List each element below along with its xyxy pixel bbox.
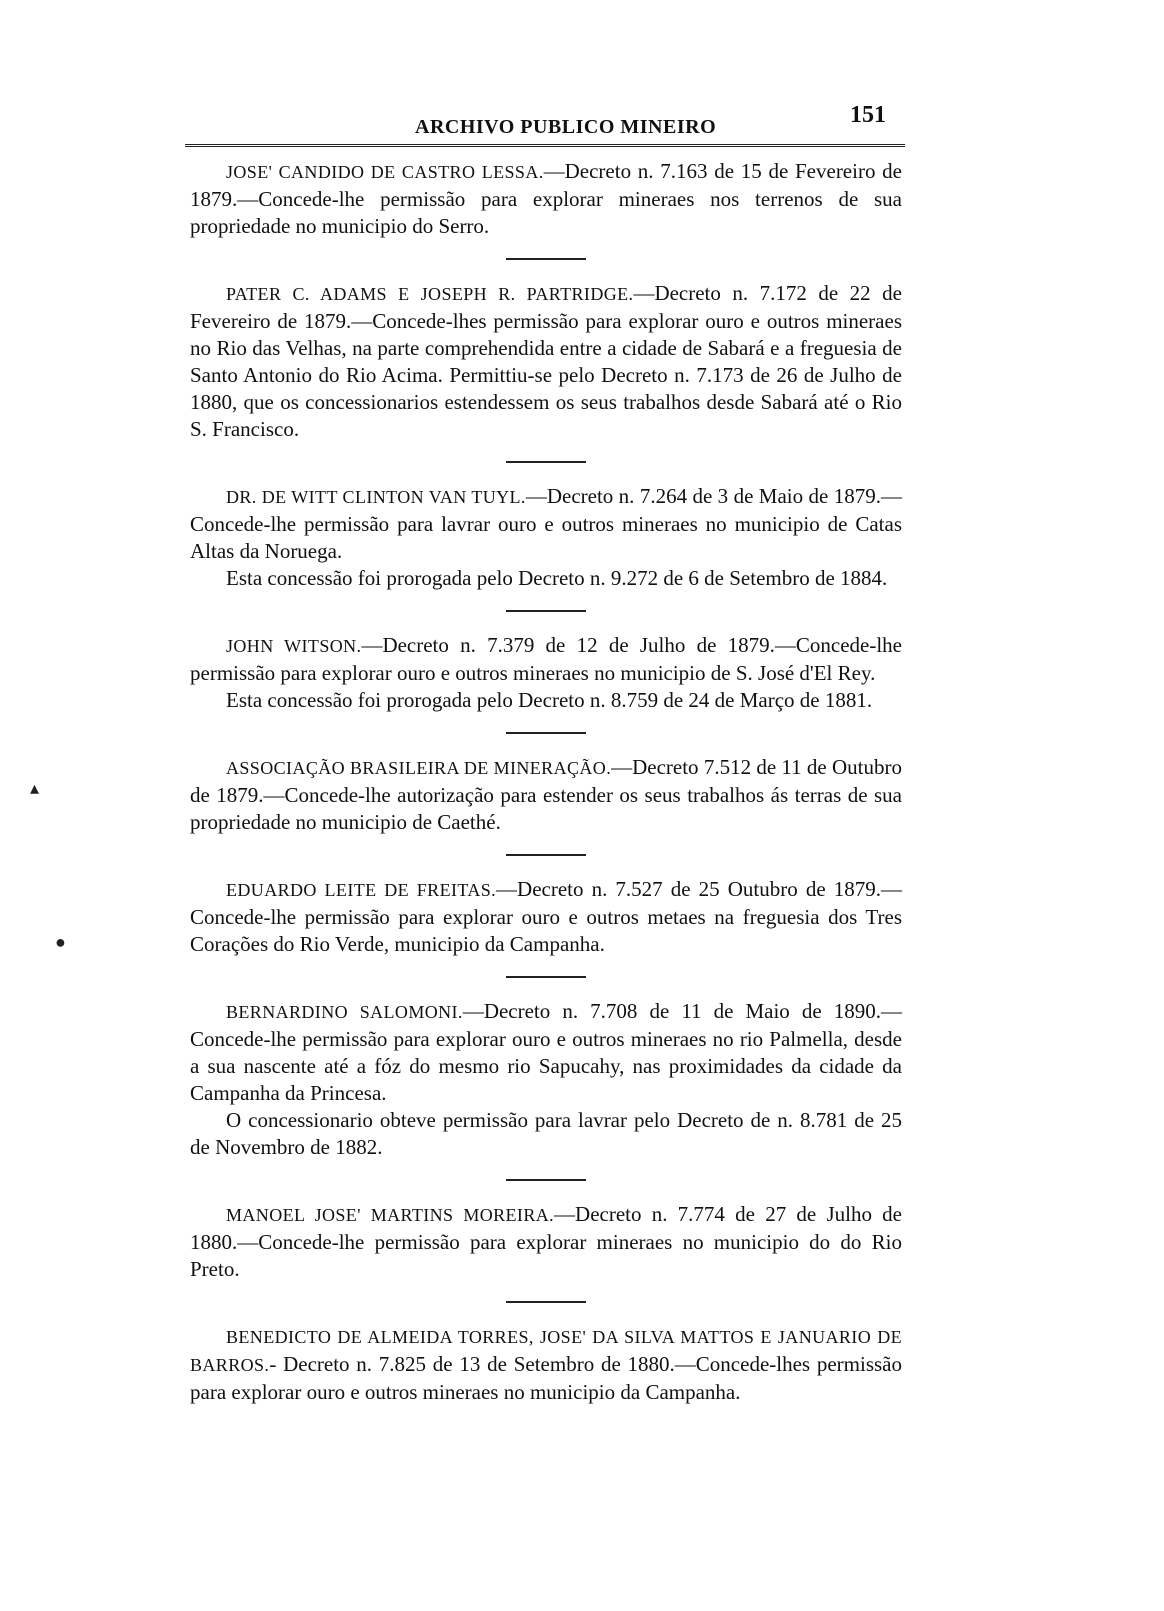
grantee-name: ASSOCIAÇÃO BRASILEIRA DE MINERAÇÃO. xyxy=(226,758,612,778)
decree-entry xyxy=(190,1323,902,1406)
decree-text: —Decreto n. 7.708 de 11 de Maio de 1890.—Concede-lhe permissão para explorar ouro e outros mineraes no rio Palmella, desde a sua nascente até a fóz do mesmo rio Sapucahy, nas proximidades da cidade da Campanha da Princesa. xyxy=(190,999,902,1105)
decree-continuation: Esta concessão foi prorogada pelo Decreto n. 9.272 de 6 de Setembro de 1884. xyxy=(226,566,888,590)
entry-separator xyxy=(506,732,586,734)
decree-entry xyxy=(190,1201,902,1283)
running-title: ARCHIVO PUBLICO MINEIRO xyxy=(415,116,717,138)
decree-continuation: Esta concessão foi prorogada pelo Decreto n. 8.759 de 24 de Março de 1881. xyxy=(226,688,873,712)
entry-separator xyxy=(506,461,586,463)
page-header xyxy=(185,96,905,146)
decree-text: —Decreto n. 7.774 de 27 de Julho de 1880.—Concede-lhe permissão para explorar mineraes no municipio do do Rio Preto. xyxy=(190,1202,902,1281)
grantee-name: EDUARDO LEITE DE FREITAS. xyxy=(226,880,497,900)
decree-text: —Decreto n. 7.264 de 3 de Maio de 1879.—Concede-lhe permissão para lavrar ouro e outros mineraes no municipio de Catas Altas da Noruega. xyxy=(190,484,902,563)
decree-text: —Decreto 7.512 de 11 de Outubro de 1879.—Concede-lhe autorização para estender os seus trabalhos ás terras de sua propriedade no municipio de Caethé. xyxy=(190,755,903,834)
decree-entry xyxy=(190,280,902,443)
grantee-name: MANOEL JOSE' MARTINS MOREIRA. xyxy=(226,1205,555,1225)
grantee-name: JOSE' CANDIDO DE CASTRO LESSA. xyxy=(226,162,544,182)
entry-separator xyxy=(506,854,586,856)
decree-text: —Decreto n. 7.379 de 12 de Julho de 1879.—Concede-lhe permissão para explorar ouro e outros mineraes no municipio de S. José d'El Rey. xyxy=(190,633,902,685)
decree-text: —Decreto n. 7.163 de 15 de Fevereiro de 1879.—Concede-lhe permissão para explorar mineraes nos terrenos de sua propriedade no municipio do Serro. xyxy=(190,159,902,238)
decree-text: —Decreto n. 7.172 de 22 de Fevereiro de 1879.—Concede-lhes permissão para explorar ouro e outros mineraes no Rio das Velhas, na parte comprehendida entre a cidade de Sabará e a freguesia de Santo Antonio do Rio Acima. Permittiu-se pelo Decreto n. 7.173 de 26 de Julho de 1880, que os concessionarios estendessem os seus trabalhos desde Sabará até o Rio S. Francisco. xyxy=(190,281,902,441)
decree-list xyxy=(190,158,902,1406)
grantee-name: BERNARDINO SALOMONI. xyxy=(226,1002,463,1022)
decree-text: —Decreto n. 7.527 de 25 Outubro de 1879.—Concede-lhe permissão para explorar ouro e outros metaes na freguesia dos Tres Corações do Rio Verde, municipio da Campanha. xyxy=(190,877,902,956)
entry-separator xyxy=(506,258,586,260)
decree-entry xyxy=(190,754,902,836)
page-number: 151 xyxy=(850,102,886,128)
grantee-name: PATER C. ADAMS E JOSEPH R. PARTRIDGE. xyxy=(226,284,634,304)
decree-entry xyxy=(190,632,902,714)
decree-entry xyxy=(190,998,902,1161)
grantee-name: JOHN WITSON. xyxy=(226,636,362,656)
grantee-name: DR. DE WITT CLINTON VAN TUYL. xyxy=(226,487,526,507)
decree-entry xyxy=(190,876,902,958)
entry-separator xyxy=(506,610,586,612)
decree-continuation: O concessionario obteve permissão para lavrar pelo Decreto de n. 8.781 de 25 de Novembro de 1882. xyxy=(190,1108,902,1159)
margin-mark: ▴ xyxy=(30,778,40,798)
grantee-name: BENEDICTO DE ALMEIDA TORRES, JOSE' DA SILVA MATTOS E JANUARIO DE BARROS. xyxy=(190,1327,902,1375)
decree-entry xyxy=(190,483,902,592)
entry-separator xyxy=(506,1179,586,1181)
margin-mark: ● xyxy=(55,932,66,952)
decree-text: - Decreto n. 7.825 de 13 de Setembro de 1880.—Concede-lhes permissão para explorar ouro e outros mineraes no municipio da Campanha. xyxy=(190,1352,902,1404)
decree-entry xyxy=(190,158,902,240)
entry-separator xyxy=(506,1301,586,1303)
header-rule xyxy=(185,144,905,147)
entry-separator xyxy=(506,976,586,978)
